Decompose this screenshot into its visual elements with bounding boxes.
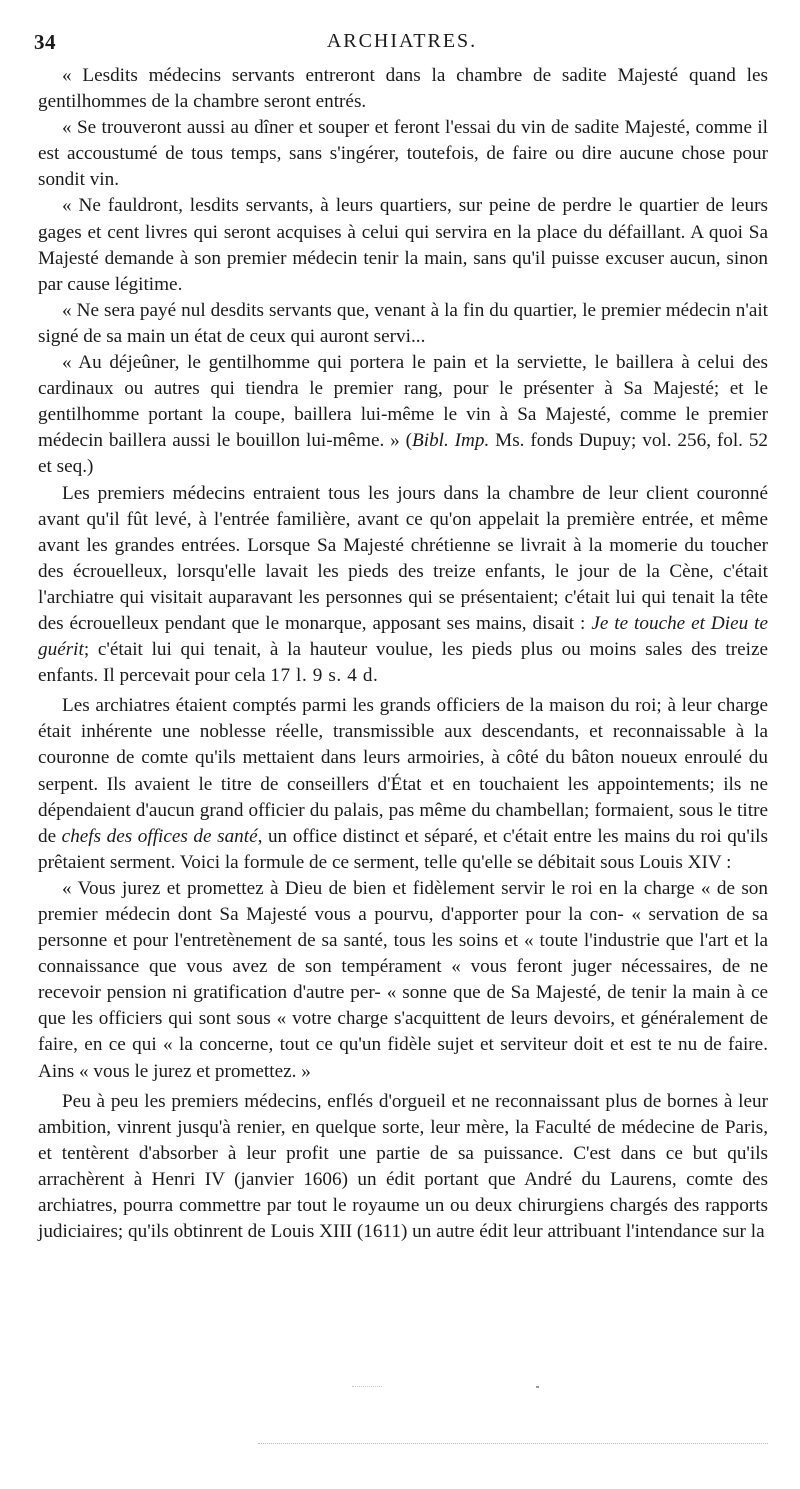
page-number: 34 — [34, 30, 56, 54]
body-text — [38, 63, 768, 1245]
oath-paragraph: « Vous jurez et promettez à Dieu de bien et fidèlement servir le roi en la charge « de son premier médecin dont Sa Majesté vous a pourvu, d'apporter pour la con- « servation de sa personne et pour l'entretènement de sa santé, tous les soins et « toute l'industrie que l'art et la connaissance que vous avez de son tempérament « vous feront juger nécessaires, de ne recevoir pension ni gratification d'autre per- « sonne que de Sa Majesté, de tenir la main à ce que les officiers qui sont sous « votre charge s'acquittent de leurs devoirs, et généralement de faire, en ce qui « la concerne, tout ce qu'un fidèle sujet et serviteur doit et est te nu de faire. Ains « vous le jurez et promettez. » — [38, 877, 768, 1082]
paragraph: « Au déjeûner, le gentilhomme qui portera le pain et la serviette, le baillera à celui des cardinaux ou autres qui tiendra le premier rang, pour le présenter à Sa Majesté; et le gentilhomme portant la coupe, baillera lui-même le vin à Sa Majesté, comme le premier médecin baillera aussi le bouillon lui-même. » (Bibl. Imp. Ms. fonds Dupuy; vol. 256, fol. 52 et seq.) — [38, 352, 769, 478]
paragraph: Les premiers médecins entraient tous les jours dans la chambre de leur client couronné avant qu'il fût levé, à l'entrée familière, avant ce qu'on appelait la première entrée, et même avant les grandes entrées. Lorsque Sa Majesté chrétienne se livrait à la momerie du toucher des écrouelleux, lorsqu'elle lavait les pieds des treize enfants, le jour de la Cène, c'était l'archiatre qui visitait auparavant les personnes qui se présentaient; c'était lui qui tenait la tête des écrouelleux pendant que le monarque, apposant ses mains, disait : Je te touche et Dieu te guérit; c'était lui qui tenait, à la hauteur voulue, les pieds plus ou moins sales des treize enfants. Il percevait pour cela 17 l. 9 s. 4 d. — [38, 482, 768, 687]
print-speck — [352, 1386, 382, 1387]
paragraph: « Se trouveront aussi au dîner et souper et feront l'essai du vin de sadite Majesté, comme il est accoustumé de tous temps, sans s'ingérer, toutefois, de faire ou dire aucune chose pour sondit vin. — [38, 117, 768, 191]
paragraph: Les archiatres étaient comptés parmi les grands officiers de la maison du roi; à leur charge était inhérente une noblesse réelle, transmissible aux descendants, et reconnaissable à la couronne de comte qu'ils mettaient dans leurs armoiries, à côté du bâton noueux enroulé du serpent. Ils avaient le titre de conseillers d'État et en touchaient les appointements; ils ne dépendaient d'aucun grand officier du palais, pas même du chambellan; formaient, sous le titre de chefs des offices de santé, un office distinct et séparé, et c'était entre les mains du roi qu'ils prêtaient serment. Voici la formule de ce serment, telle qu'elle se débitait sous Louis XIV : — [38, 695, 768, 873]
citation-source: Bibl. Imp. — [412, 430, 490, 452]
paragraph: Peu à peu les premiers médecins, enflés d'orgueil et ne reconnaissant plus de bornes à leur ambition, vinrent jusqu'à renier, en quelque sorte, leur mère, la Faculté de médecine de Paris, et tentèrent d'absorber à leur profit une partie de sa puissance. C'est dans ce but qu'ils arrachèrent à Henri IV (janvier 1606) un édit portant que André du Laurens, comte des archiatres, pourra commettre par tout le royaume un ou deux chirurgiens chargés des rapports judiciaires; qu'ils obtinrent de Louis XIII (1611) un autre édit leur attribuant l'intendance sur la — [38, 1090, 768, 1243]
quoted-formula: Je te touche et Dieu te guérit — [38, 612, 768, 661]
bottom-rule — [258, 1443, 768, 1444]
page-header — [34, 30, 770, 58]
print-speck — [536, 1386, 539, 1388]
amount: 17 l. 9 s. 4 d. — [270, 665, 379, 687]
paragraph: « Lesdits médecins servants entreront dans la chambre de sadite Majesté quand les gentilhommes de la chambre seront entrés. — [38, 65, 768, 113]
office-title: chefs des offices de santé — [61, 825, 258, 847]
running-title: ARCHIATRES. — [326, 30, 478, 52]
paragraph: « Ne fauldront, lesdits servants, à leurs quartiers, sur peine de perdre le quartier de leurs gages et cent livres qui seront acquises à celui qui servira en la place du défaillant. A quoi Sa Majesté demande à son premier médecin tenir la main, sans qu'il puisse excuser aucun, sinon par cause légitime. — [38, 195, 768, 295]
paragraph: « Ne sera payé nul desdits servants que, venant à la fin du quartier, le premier médecin n'ait signé de sa main un état de ceux qui auront servi... — [38, 299, 768, 347]
